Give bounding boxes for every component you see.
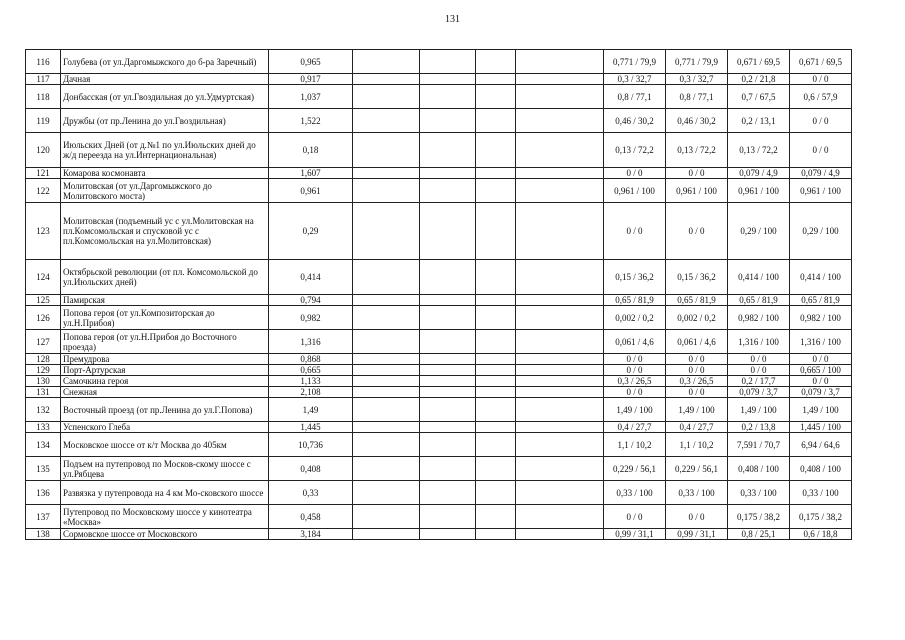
street-name-cell: Молитовская (подъемный ус с ул.Молитовская на пл.Комсомольская и спусковой ус с пл.Комсомольская на ул.Молитовская) — [61, 203, 269, 260]
row-number-cell: 125 — [26, 295, 61, 306]
empty-cell — [516, 422, 604, 433]
street-name-cell: Московское шоссе от к/т Москва до 405км — [61, 433, 269, 457]
empty-cell — [516, 433, 604, 457]
empty-cell — [516, 50, 604, 74]
value-cell-1: 0,961 / 100 — [604, 179, 666, 203]
empty-cell — [516, 365, 604, 376]
value-cell-1: 0,13 / 72,2 — [604, 133, 666, 168]
empty-cell — [420, 203, 476, 260]
table-row — [26, 74, 852, 85]
length-cell: 0,961 — [269, 179, 353, 203]
table-row — [26, 133, 852, 168]
empty-cell — [476, 109, 516, 133]
table-row — [26, 330, 852, 354]
empty-cell — [476, 354, 516, 365]
value-cell-3: 0 / 0 — [728, 354, 790, 365]
empty-cell — [516, 505, 604, 529]
empty-cell — [516, 306, 604, 330]
street-name-cell: Донбасская (от ул.Гвоздильная до ул.Удмуртская) — [61, 85, 269, 109]
empty-cell — [353, 85, 420, 109]
length-cell: 1,445 — [269, 422, 353, 433]
empty-cell — [476, 74, 516, 85]
value-cell-3: 0,408 / 100 — [728, 457, 790, 481]
table-row — [26, 398, 852, 422]
empty-cell — [516, 376, 604, 387]
table-row — [26, 50, 852, 74]
street-name-cell: Снежная — [61, 387, 269, 398]
length-cell: 0,868 — [269, 354, 353, 365]
value-cell-1: 0,3 / 26,5 — [604, 376, 666, 387]
street-name-cell: Порт-Артурская — [61, 365, 269, 376]
empty-cell — [476, 168, 516, 179]
length-cell: 0,414 — [269, 260, 353, 295]
table-row — [26, 354, 852, 365]
empty-cell — [476, 376, 516, 387]
value-cell-4: 0,408 / 100 — [790, 457, 852, 481]
value-cell-4: 6,94 / 64,6 — [790, 433, 852, 457]
value-cell-3: 0,982 / 100 — [728, 306, 790, 330]
table-body — [26, 50, 852, 540]
street-name-cell: Восточный проезд (от пр.Ленина до ул.Г.Попова) — [61, 398, 269, 422]
empty-cell — [476, 398, 516, 422]
value-cell-1: 0,33 / 100 — [604, 481, 666, 505]
length-cell: 0,29 — [269, 203, 353, 260]
street-name-cell: Сормовское шоссе от Московского — [61, 529, 269, 540]
empty-cell — [476, 50, 516, 74]
empty-cell — [353, 74, 420, 85]
value-cell-3: 0,961 / 100 — [728, 179, 790, 203]
empty-cell — [420, 85, 476, 109]
value-cell-2: 0,99 / 31,1 — [666, 529, 728, 540]
value-cell-3: 0,414 / 100 — [728, 260, 790, 295]
length-cell: 0,665 — [269, 365, 353, 376]
empty-cell — [420, 306, 476, 330]
value-cell-1: 0,4 / 27,7 — [604, 422, 666, 433]
empty-cell — [420, 50, 476, 74]
empty-cell — [353, 203, 420, 260]
street-name-cell: Дачная — [61, 74, 269, 85]
empty-cell — [516, 203, 604, 260]
street-name-cell: Развязка у путепровода на 4 км Мо-сковского шоссе — [61, 481, 269, 505]
row-number-cell: 129 — [26, 365, 61, 376]
empty-cell — [353, 260, 420, 295]
value-cell-2: 0,33 / 100 — [666, 481, 728, 505]
value-cell-1: 0,15 / 36,2 — [604, 260, 666, 295]
value-cell-2: 1,49 / 100 — [666, 398, 728, 422]
empty-cell — [353, 481, 420, 505]
row-number-cell: 121 — [26, 168, 61, 179]
table-row — [26, 306, 852, 330]
value-cell-4: 0,961 / 100 — [790, 179, 852, 203]
length-cell: 1,316 — [269, 330, 353, 354]
empty-cell — [516, 354, 604, 365]
row-number-cell: 132 — [26, 398, 61, 422]
value-cell-3: 0,2 / 13,8 — [728, 422, 790, 433]
value-cell-4: 0,079 / 4,9 — [790, 168, 852, 179]
length-cell: 1,133 — [269, 376, 353, 387]
street-name-cell: Самочкина героя — [61, 376, 269, 387]
table-row — [26, 365, 852, 376]
value-cell-4: 0,665 / 100 — [790, 365, 852, 376]
value-cell-2: 0 / 0 — [666, 203, 728, 260]
length-cell: 0,33 — [269, 481, 353, 505]
empty-cell — [420, 433, 476, 457]
empty-cell — [516, 529, 604, 540]
value-cell-1: 1,1 / 10,2 — [604, 433, 666, 457]
value-cell-2: 0,46 / 30,2 — [666, 109, 728, 133]
empty-cell — [476, 85, 516, 109]
empty-cell — [516, 85, 604, 109]
empty-cell — [353, 457, 420, 481]
empty-cell — [353, 433, 420, 457]
value-cell-3: 0,13 / 72,2 — [728, 133, 790, 168]
empty-cell — [353, 295, 420, 306]
value-cell-2: 0,13 / 72,2 — [666, 133, 728, 168]
value-cell-4: 0,29 / 100 — [790, 203, 852, 260]
row-number-cell: 120 — [26, 133, 61, 168]
value-cell-3: 0,671 / 69,5 — [728, 50, 790, 74]
value-cell-4: 1,316 / 100 — [790, 330, 852, 354]
empty-cell — [353, 50, 420, 74]
value-cell-2: 0,65 / 81,9 — [666, 295, 728, 306]
length-cell: 0,458 — [269, 505, 353, 529]
empty-cell — [476, 260, 516, 295]
table-row — [26, 433, 852, 457]
street-name-cell: Премудрова — [61, 354, 269, 365]
value-cell-2: 0,15 / 36,2 — [666, 260, 728, 295]
value-cell-3: 0,7 / 67,5 — [728, 85, 790, 109]
row-number-cell: 127 — [26, 330, 61, 354]
length-cell: 0,408 — [269, 457, 353, 481]
row-number-cell: 126 — [26, 306, 61, 330]
value-cell-3: 1,49 / 100 — [728, 398, 790, 422]
row-number-cell: 123 — [26, 203, 61, 260]
value-cell-1: 0,8 / 77,1 — [604, 85, 666, 109]
row-number-cell: 135 — [26, 457, 61, 481]
street-name-cell: Голубева (от ул.Даргомыжского до б-ра Заречный) — [61, 50, 269, 74]
empty-cell — [353, 505, 420, 529]
length-cell: 2,108 — [269, 387, 353, 398]
value-cell-4: 0,65 / 81,9 — [790, 295, 852, 306]
length-cell: 0,917 — [269, 74, 353, 85]
street-name-cell: Памирская — [61, 295, 269, 306]
empty-cell — [420, 109, 476, 133]
length-cell: 0,794 — [269, 295, 353, 306]
empty-cell — [420, 295, 476, 306]
table-row — [26, 85, 852, 109]
value-cell-4: 0,6 / 57,9 — [790, 85, 852, 109]
length-cell: 0,965 — [269, 50, 353, 74]
empty-cell — [420, 74, 476, 85]
row-number-cell: 138 — [26, 529, 61, 540]
table-row — [26, 168, 852, 179]
table-row — [26, 295, 852, 306]
value-cell-4: 0,982 / 100 — [790, 306, 852, 330]
value-cell-2: 0,4 / 27,7 — [666, 422, 728, 433]
empty-cell — [420, 260, 476, 295]
empty-cell — [420, 133, 476, 168]
value-cell-4: 0 / 0 — [790, 133, 852, 168]
empty-cell — [516, 260, 604, 295]
row-number-cell: 136 — [26, 481, 61, 505]
value-cell-3: 0,33 / 100 — [728, 481, 790, 505]
row-number-cell: 128 — [26, 354, 61, 365]
value-cell-2: 0,8 / 77,1 — [666, 85, 728, 109]
value-cell-3: 0,29 / 100 — [728, 203, 790, 260]
empty-cell — [420, 354, 476, 365]
table-row — [26, 376, 852, 387]
street-name-cell: Попова героя (от ул.Н.Прибоя до Восточного проезда) — [61, 330, 269, 354]
length-cell: 0,18 — [269, 133, 353, 168]
value-cell-2: 0 / 0 — [666, 365, 728, 376]
row-number-cell: 119 — [26, 109, 61, 133]
value-cell-1: 0 / 0 — [604, 387, 666, 398]
value-cell-4: 0,6 / 18,8 — [790, 529, 852, 540]
street-name-cell: Успенского Глеба — [61, 422, 269, 433]
value-cell-2: 0,961 / 100 — [666, 179, 728, 203]
street-name-cell: Путепровод по Московскому шоссе у кинотеатра «Москва» — [61, 505, 269, 529]
value-cell-2: 0 / 0 — [666, 505, 728, 529]
value-cell-1: 0,002 / 0,2 — [604, 306, 666, 330]
value-cell-3: 0,175 / 38,2 — [728, 505, 790, 529]
value-cell-2: 0,3 / 32,7 — [666, 74, 728, 85]
empty-cell — [476, 203, 516, 260]
empty-cell — [353, 529, 420, 540]
empty-cell — [476, 306, 516, 330]
table-row — [26, 505, 852, 529]
value-cell-4: 0 / 0 — [790, 354, 852, 365]
empty-cell — [353, 133, 420, 168]
value-cell-1: 0,061 / 4,6 — [604, 330, 666, 354]
value-cell-3: 0,8 / 25,1 — [728, 529, 790, 540]
value-cell-3: 0,65 / 81,9 — [728, 295, 790, 306]
empty-cell — [420, 422, 476, 433]
value-cell-1: 0 / 0 — [604, 203, 666, 260]
row-number-cell: 118 — [26, 85, 61, 109]
empty-cell — [516, 387, 604, 398]
value-cell-4: 0,175 / 38,2 — [790, 505, 852, 529]
table-row — [26, 109, 852, 133]
length-cell: 0,982 — [269, 306, 353, 330]
empty-cell — [516, 295, 604, 306]
empty-cell — [420, 481, 476, 505]
empty-cell — [353, 330, 420, 354]
value-cell-1: 0,771 / 79,9 — [604, 50, 666, 74]
empty-cell — [476, 387, 516, 398]
value-cell-1: 0 / 0 — [604, 168, 666, 179]
empty-cell — [516, 330, 604, 354]
empty-cell — [516, 168, 604, 179]
empty-cell — [476, 433, 516, 457]
value-cell-3: 7,591 / 70,7 — [728, 433, 790, 457]
empty-cell — [476, 365, 516, 376]
street-name-cell: Молитовская (от ул.Даргомыжского до Молитовского моста) — [61, 179, 269, 203]
empty-cell — [420, 457, 476, 481]
value-cell-3: 1,316 / 100 — [728, 330, 790, 354]
empty-cell — [516, 109, 604, 133]
table-row — [26, 179, 852, 203]
row-number-cell: 134 — [26, 433, 61, 457]
street-name-cell: Комарова космонавта — [61, 168, 269, 179]
table-row — [26, 529, 852, 540]
street-name-cell: Дружбы (от пр.Ленина до ул.Гвоздильная) — [61, 109, 269, 133]
length-cell: 1,037 — [269, 85, 353, 109]
empty-cell — [476, 505, 516, 529]
table-row — [26, 260, 852, 295]
value-cell-2: 1,1 / 10,2 — [666, 433, 728, 457]
value-cell-4: 0,414 / 100 — [790, 260, 852, 295]
length-cell: 10,736 — [269, 433, 353, 457]
empty-cell — [516, 398, 604, 422]
table-row — [26, 481, 852, 505]
value-cell-3: 0,079 / 4,9 — [728, 168, 790, 179]
length-cell: 1,49 — [269, 398, 353, 422]
empty-cell — [353, 398, 420, 422]
empty-cell — [476, 295, 516, 306]
table-row — [26, 203, 852, 260]
value-cell-1: 0,3 / 32,7 — [604, 74, 666, 85]
empty-cell — [353, 179, 420, 203]
street-name-cell: Подъем на путепровод по Москов-скому шоссе с ул.Рябцева — [61, 457, 269, 481]
value-cell-2: 0,002 / 0,2 — [666, 306, 728, 330]
value-cell-2: 0,061 / 4,6 — [666, 330, 728, 354]
value-cell-1: 0,99 / 31,1 — [604, 529, 666, 540]
table-row — [26, 422, 852, 433]
empty-cell — [516, 457, 604, 481]
value-cell-3: 0 / 0 — [728, 365, 790, 376]
value-cell-4: 0,33 / 100 — [790, 481, 852, 505]
empty-cell — [420, 376, 476, 387]
empty-cell — [353, 387, 420, 398]
row-number-cell: 124 — [26, 260, 61, 295]
value-cell-1: 0,65 / 81,9 — [604, 295, 666, 306]
row-number-cell: 137 — [26, 505, 61, 529]
empty-cell — [420, 330, 476, 354]
length-cell: 1,522 — [269, 109, 353, 133]
empty-cell — [516, 133, 604, 168]
empty-cell — [476, 457, 516, 481]
empty-cell — [353, 306, 420, 330]
value-cell-4: 0,671 / 69,5 — [790, 50, 852, 74]
empty-cell — [476, 481, 516, 505]
empty-cell — [476, 422, 516, 433]
row-number-cell: 131 — [26, 387, 61, 398]
empty-cell — [420, 365, 476, 376]
page-number: 131 — [445, 14, 460, 25]
empty-cell — [420, 529, 476, 540]
value-cell-2: 0,229 / 56,1 — [666, 457, 728, 481]
length-cell: 3,184 — [269, 529, 353, 540]
value-cell-4: 0 / 0 — [790, 109, 852, 133]
roads-table — [25, 49, 852, 540]
value-cell-1: 0 / 0 — [604, 365, 666, 376]
value-cell-2: 0 / 0 — [666, 387, 728, 398]
row-number-cell: 117 — [26, 74, 61, 85]
empty-cell — [353, 365, 420, 376]
value-cell-1: 0 / 0 — [604, 505, 666, 529]
empty-cell — [420, 398, 476, 422]
value-cell-3: 0,079 / 3,7 — [728, 387, 790, 398]
street-name-cell: Октябрьской революции (от пл. Комсомольской до ул.Июльских дней) — [61, 260, 269, 295]
empty-cell — [476, 179, 516, 203]
value-cell-1: 0 / 0 — [604, 354, 666, 365]
value-cell-4: 0 / 0 — [790, 376, 852, 387]
empty-cell — [420, 387, 476, 398]
value-cell-1: 0,229 / 56,1 — [604, 457, 666, 481]
empty-cell — [353, 354, 420, 365]
empty-cell — [353, 422, 420, 433]
value-cell-2: 0,3 / 26,5 — [666, 376, 728, 387]
street-name-cell: Июльских Дней (от д.№1 по ул.Июльских дней до ж/д переезда на ул.Интернациональная) — [61, 133, 269, 168]
value-cell-3: 0,2 / 13,1 — [728, 109, 790, 133]
street-name-cell: Попова героя (от ул.Композиторская до ул.Н.Прибоя) — [61, 306, 269, 330]
value-cell-3: 0,2 / 17,7 — [728, 376, 790, 387]
empty-cell — [353, 109, 420, 133]
row-number-cell: 130 — [26, 376, 61, 387]
value-cell-4: 1,445 / 100 — [790, 422, 852, 433]
value-cell-4: 1,49 / 100 — [790, 398, 852, 422]
value-cell-1: 1,49 / 100 — [604, 398, 666, 422]
value-cell-3: 0,2 / 21,8 — [728, 74, 790, 85]
empty-cell — [353, 168, 420, 179]
row-number-cell: 122 — [26, 179, 61, 203]
empty-cell — [516, 74, 604, 85]
empty-cell — [476, 330, 516, 354]
value-cell-4: 0,079 / 3,7 — [790, 387, 852, 398]
value-cell-4: 0 / 0 — [790, 74, 852, 85]
empty-cell — [420, 505, 476, 529]
empty-cell — [516, 481, 604, 505]
length-cell: 1,607 — [269, 168, 353, 179]
empty-cell — [476, 133, 516, 168]
value-cell-1: 0,46 / 30,2 — [604, 109, 666, 133]
empty-cell — [516, 179, 604, 203]
empty-cell — [353, 376, 420, 387]
value-cell-2: 0 / 0 — [666, 354, 728, 365]
value-cell-2: 0,771 / 79,9 — [666, 50, 728, 74]
empty-cell — [420, 168, 476, 179]
row-number-cell: 133 — [26, 422, 61, 433]
row-number-cell: 116 — [26, 50, 61, 74]
table-row — [26, 387, 852, 398]
empty-cell — [476, 529, 516, 540]
empty-cell — [420, 179, 476, 203]
table-row — [26, 457, 852, 481]
value-cell-2: 0 / 0 — [666, 168, 728, 179]
